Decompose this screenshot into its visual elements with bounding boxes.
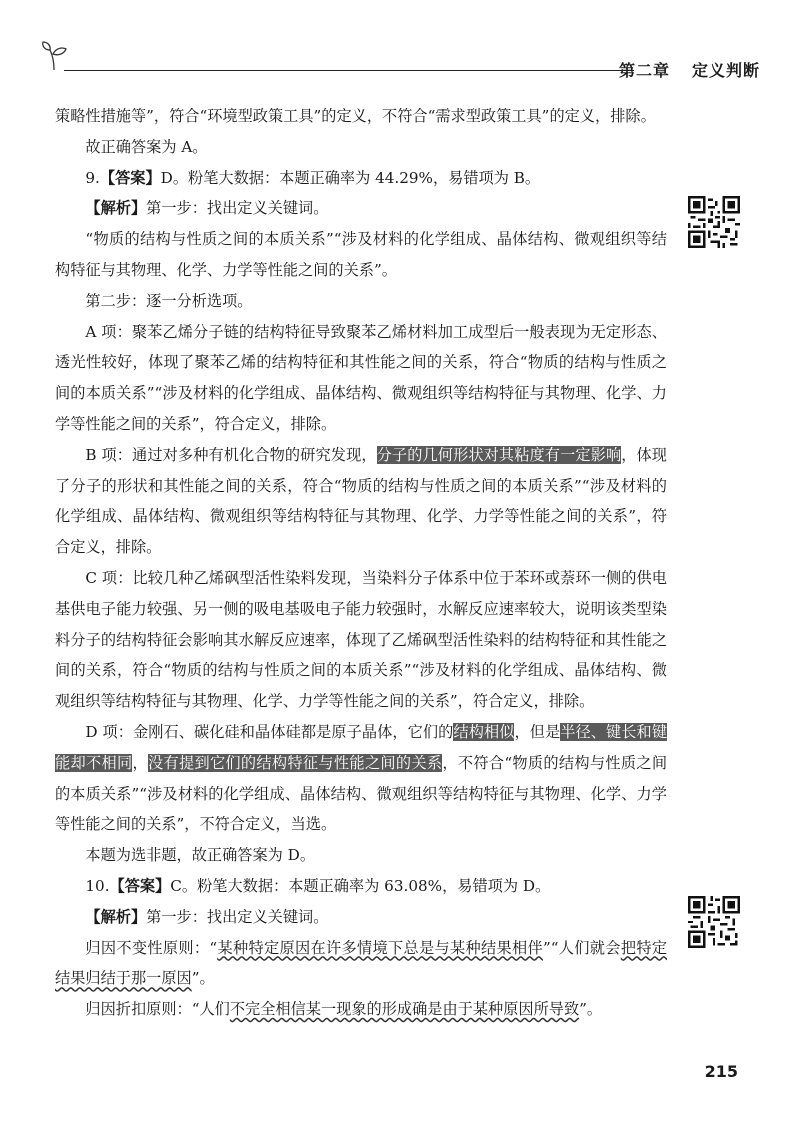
paragraph: 策略性措施等”，符合“环境型政策工具”的定义，不符合“需求型政策工具”的定义，排除。 (55, 107, 656, 125)
leaf-icon (40, 40, 70, 74)
page-header (40, 40, 760, 80)
paragraph: “物质的结构与性质之间的本质关系”“涉及材料的化学组成、晶体结构、微观组织等结构特征与其物理、化学、力学等性能之间的关系”。 (55, 230, 667, 279)
paragraph: 本题为选非题，故正确答案为 D。 (85, 846, 316, 865)
qr-code-icon[interactable] (688, 896, 740, 948)
answer-explanation (55, 101, 667, 1025)
chapter-title (619, 58, 760, 81)
option-d-analysis: D 项：金刚石、碳化硅和晶体硅都是原子晶体，它们的结构相似，但是半径、键长和键能却不相同，没有提到它们的结构特征与性能之间的关系，不符合“物质的结构与性质之间的本质关系”“涉及材料的化学组成、晶体结构、微观组织等结构特征与其物理、化学、力学等性能之间的关系”，不符合定义，当选。 (55, 722, 668, 834)
page-number: 215 (704, 1062, 738, 1081)
paragraph: 归因折扣原则：“人们不完全相信某一现象的形成确是由于某种原因所导致”。 (85, 1000, 603, 1019)
question-10-answer: 10.【答案】C。粉笔大数据：本题正确率为 63.08%，易错项为 D。 (85, 876, 551, 895)
question-9-answer: 9.【答案】D。粉笔大数据：本题正确率为 44.29%，易错项为 B。 (85, 168, 541, 187)
paragraph: 归因不变性原则：“某种特定原因在许多情境下总是与某种结果相伴”“人们就会把特定结果归结于那一原因”。 (55, 938, 667, 988)
chapter-number: 第二章 (618, 61, 670, 80)
qr-code-icon[interactable] (688, 196, 740, 248)
option-b-analysis: B 项：通过对多种有机化合物的研究发现，分子的几何形状对其粘度有一定影响，体现了分子的形状和其性能之间的关系，符合“物质的结构与性质之间的本质关系”“涉及材料的化学组成、晶体结构、微观组织等结构特征与其物理、化学、力学等性能之间的关系”，符合定义，排除。 (55, 445, 667, 557)
option-a-analysis: A 项：聚苯乙烯分子链的结构特征导致聚苯乙烯材料加工成型后一般表现为无定形态、透光性较好，体现了聚苯乙烯的结构特征和其性能之间的关系，符合“物质的结构与性质之间的本质关系”“涉及材料的化学组成、晶体结构、微观组织等结构特征与其物理、化学、力学等性能之间的关系”，符合定义，排除。 (55, 322, 667, 433)
section-title: 定义判断 (691, 61, 760, 80)
paragraph: 第二步：逐一分析选项。 (85, 291, 253, 310)
option-c-analysis: C 项：比较几种乙烯砜型活性染料发现，当染料分子体系中位于苯环或萘环一侧的供电基供电子能力较强、另一侧的吸电基吸电子能力较强时，水解反应速率较大，说明该类型染料分子的结构特征会影响其水解反应速率，体现了乙烯砜型活性染料的结构特征和其性能之间的关系，符合“物质的结构与性质之间的本质关系”“涉及材料的化学组成、晶体结构、微观组织等结构特征与其物理、化学、力学等性能之间的关系”，符合定义，排除。 (55, 568, 667, 711)
paragraph: 故正确答案为 A。 (85, 137, 208, 156)
question-10-analysis-step1: 【解析】第一步：找出定义关键词。 (85, 907, 329, 926)
header-rule (64, 70, 634, 71)
question-9-analysis-step1: 【解析】第一步：找出定义关键词。 (85, 199, 329, 218)
